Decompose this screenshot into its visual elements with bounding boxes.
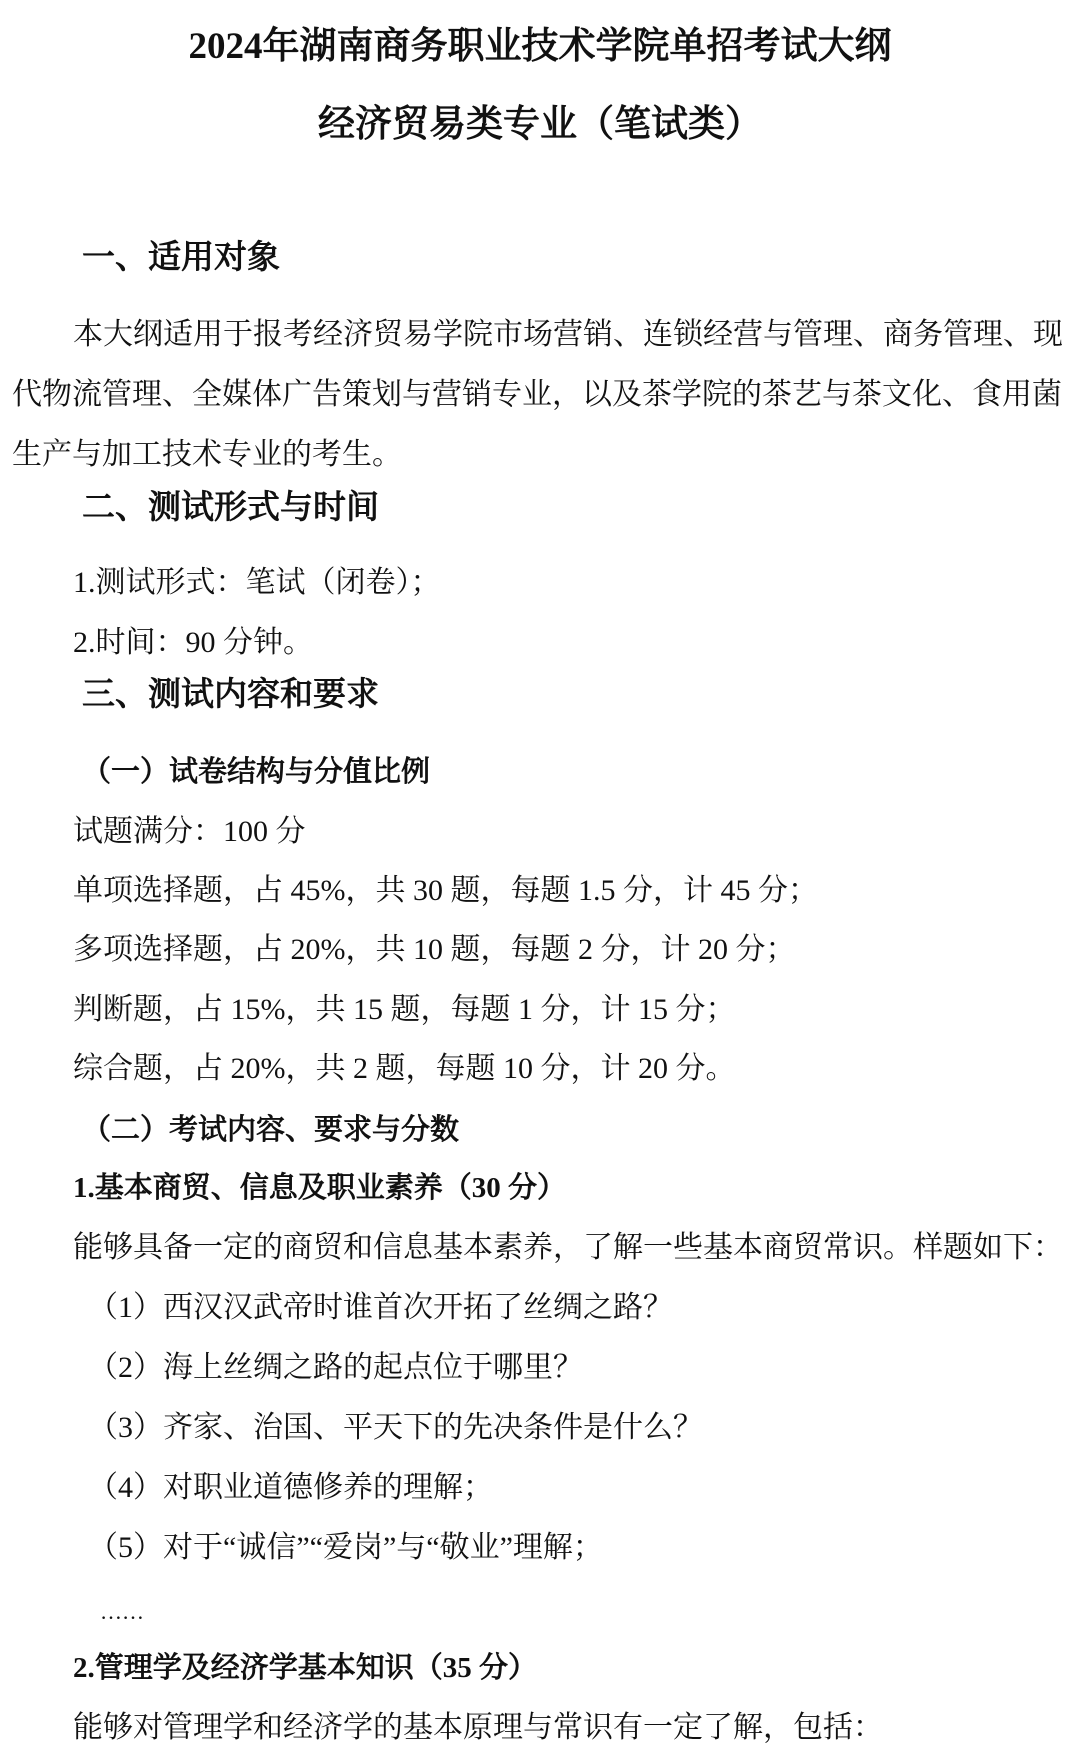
document-title: 2024年湖南商务职业技术学院单招考试大纲 — [188, 26, 892, 67]
sample-question: （5）对于“诚信”“爱岗”与“敬业”理解； — [88, 1531, 603, 1564]
paragraph-line: 生产与加工技术专业的考生。 — [12, 438, 402, 471]
structure-line: 综合题，占 20%，共 2 题，每题 10 分，计 20 分。 — [73, 1052, 736, 1085]
part-heading-2: 2.管理学及经济学基本知识（35 分） — [73, 1652, 538, 1684]
document-subtitle: 经济贸易类专业（笔试类） — [318, 104, 762, 145]
subsection-heading-structure: （一）试卷结构与分值比例 — [82, 756, 431, 788]
structure-line: 多项选择题，占 20%，共 10 题，每题 2 分，计 20 分； — [73, 933, 796, 966]
section-heading-format: 二、测试形式与时间 — [82, 490, 379, 526]
structure-line: 判断题，占 15%，共 15 题，每题 1 分，计 15 分； — [73, 993, 736, 1026]
time-line: 2.时间：90 分钟。 — [73, 626, 313, 659]
subsection-heading-content: （二）考试内容、要求与分数 — [82, 1114, 460, 1146]
format-line: 1.测试形式：笔试（闭卷）； — [73, 566, 441, 599]
sample-question: （4）对职业道德修养的理解； — [88, 1471, 493, 1504]
structure-line: 试题满分：100 分 — [73, 815, 306, 848]
sample-question: （2）海上丝绸之路的起点位于哪里？ — [88, 1351, 583, 1384]
sample-question: （1）西汉汉武帝时谁首次开拓了丝绸之路？ — [88, 1291, 673, 1324]
sample-question: （3）齐家、治国、平天下的先决条件是什么？ — [88, 1411, 703, 1444]
paragraph-line: 本大纲适用于报考经济贸易学院市场营销、连锁经营与管理、商务管理、现 — [73, 318, 1063, 351]
ellipsis: …… — [100, 1599, 144, 1624]
structure-line: 单项选择题，占 45%，共 30 题，每题 1.5 分，计 45 分； — [73, 874, 818, 907]
part-intro-2: 能够对管理学和经济学的基本原理与常识有一定了解，包括： — [73, 1711, 883, 1744]
paragraph-line: 代物流管理、全媒体广告策划与营销专业，以及茶学院的茶艺与茶文化、食用菌 — [12, 378, 1062, 411]
section-heading-applicable: 一、适用对象 — [82, 240, 280, 276]
part-intro-1: 能够具备一定的商贸和信息基本素养，了解一些基本商贸常识。样题如下： — [73, 1231, 1063, 1264]
part-heading-1: 1.基本商贸、信息及职业素养（30 分） — [73, 1172, 567, 1204]
section-heading-content: 三、测试内容和要求 — [82, 677, 379, 713]
